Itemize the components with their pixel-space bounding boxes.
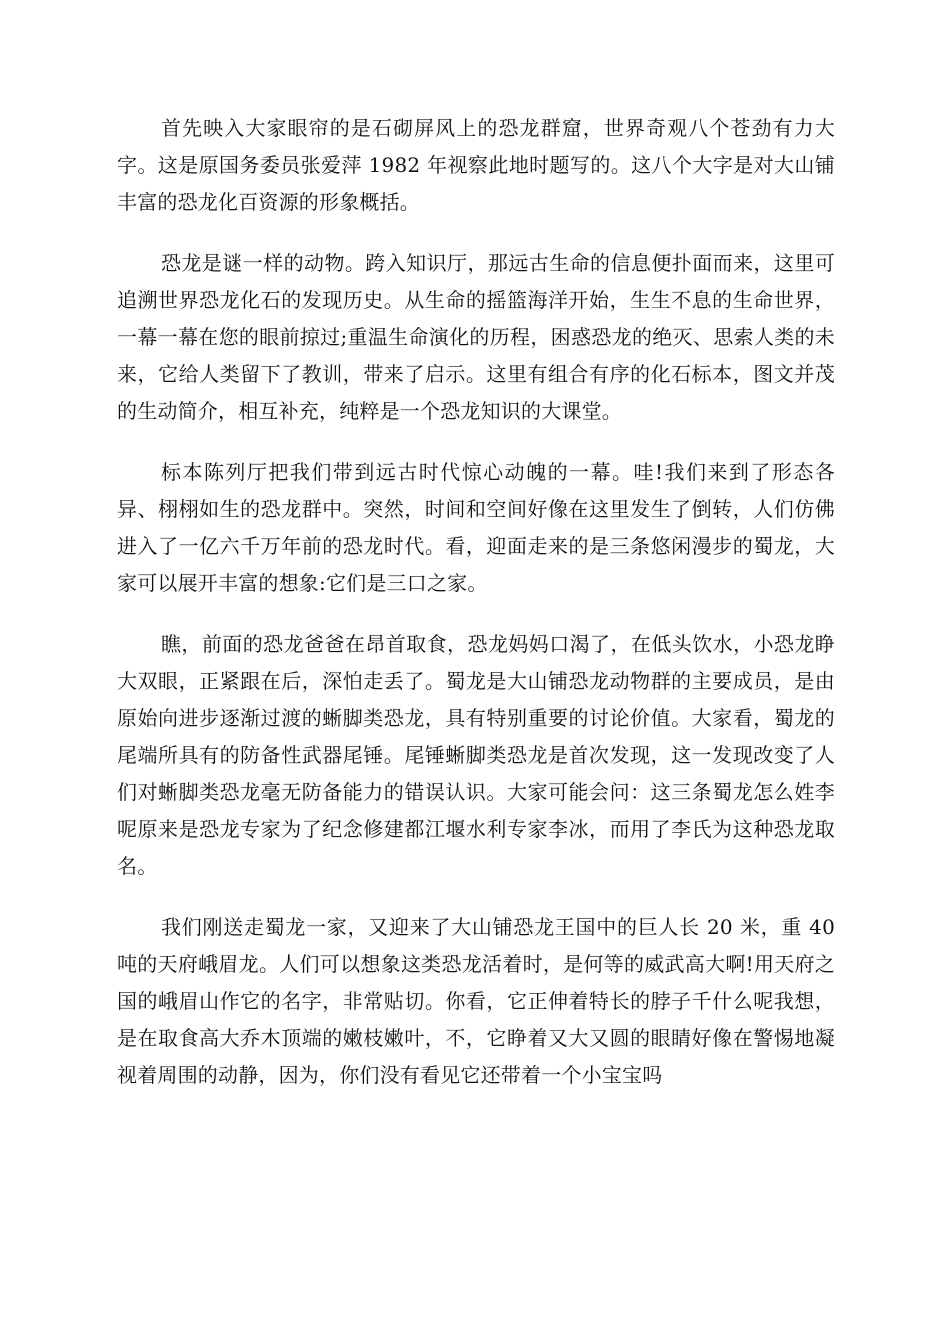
paragraph-3: 标本陈列厅把我们带到远古时代惊心动魄的一幕。哇!我们来到了形态各异、栩栩如生的恐龙群中。突然，时间和空间好像在这里发生了倒转，人们仿佛进入了一亿六千万年前的恐龙时代。看，迎面走来的是三条悠闲漫步的蜀龙，大家可以展开丰富的想象:它们是三口之家。 xyxy=(117,460,835,595)
paragraph-2: 恐龙是谜一样的动物。跨入知识厅，那远古生命的信息便扑面而来，这里可追溯世界恐龙化石的发现历史。从生命的摇篮海洋开始，生生不息的生命世界，一幕一幕在您的眼前掠过;重温生命演化的历程，困惑恐龙的绝灭、思索人类的未来，它给人类留下了教训，带来了启示。这里有组合有序的化石标本，图文并茂的生动简介，相互补充，纯粹是一个恐龙知识的大课堂。 xyxy=(117,251,835,423)
paragraph-4: 瞧，前面的恐龙爸爸在昂首取食，恐龙妈妈口渴了，在低头饮水，小恐龙睁大双眼，正紧跟在后，深怕走丢了。蜀龙是大山铺恐龙动物群的主要成员，是由原始向进步逐渐过渡的蜥脚类恐龙，具有特别重要的讨论价值。大家看，蜀龙的尾端所具有的防备性武器尾锤。尾锤蜥脚类恐龙是首次发现，这一发现改变了人们对蜥脚类恐龙毫无防备能力的错误认识。大家可能会问：这三条蜀龙怎么姓李呢原来是恐龙专家为了纪念修建都江堰水利专家李冰，而用了李氏为这种恐龙取名。 xyxy=(117,632,835,878)
paragraph-1: 首先映入大家眼帘的是石砌屏风上的恐龙群窟，世界奇观八个苍劲有力大字。这是原国务委员张爱萍 1982 年视察此地时题写的。这八个大字是对大山铺丰富的恐龙化百资源的形象概括。 xyxy=(117,116,835,214)
paragraph-5: 我们刚送走蜀龙一家，又迎来了大山铺恐龙王国中的巨人长 20 米，重 40 吨的天府峨眉龙。人们可以想象这类恐龙活着时，是何等的威武高大啊!用天府之国的峨眉山作它的名字，非常贴切。你看，它正伸着特长的脖子千什么呢我想，是在取食高大乔木顶端的嫩枝嫩叶，不，它睁着又大又圆的眼睛好像在警惕地凝视着周围的动静，因为，你们没有看见它还带着一个小宝宝吗 xyxy=(117,915,835,1087)
document-page xyxy=(117,110,835,1118)
